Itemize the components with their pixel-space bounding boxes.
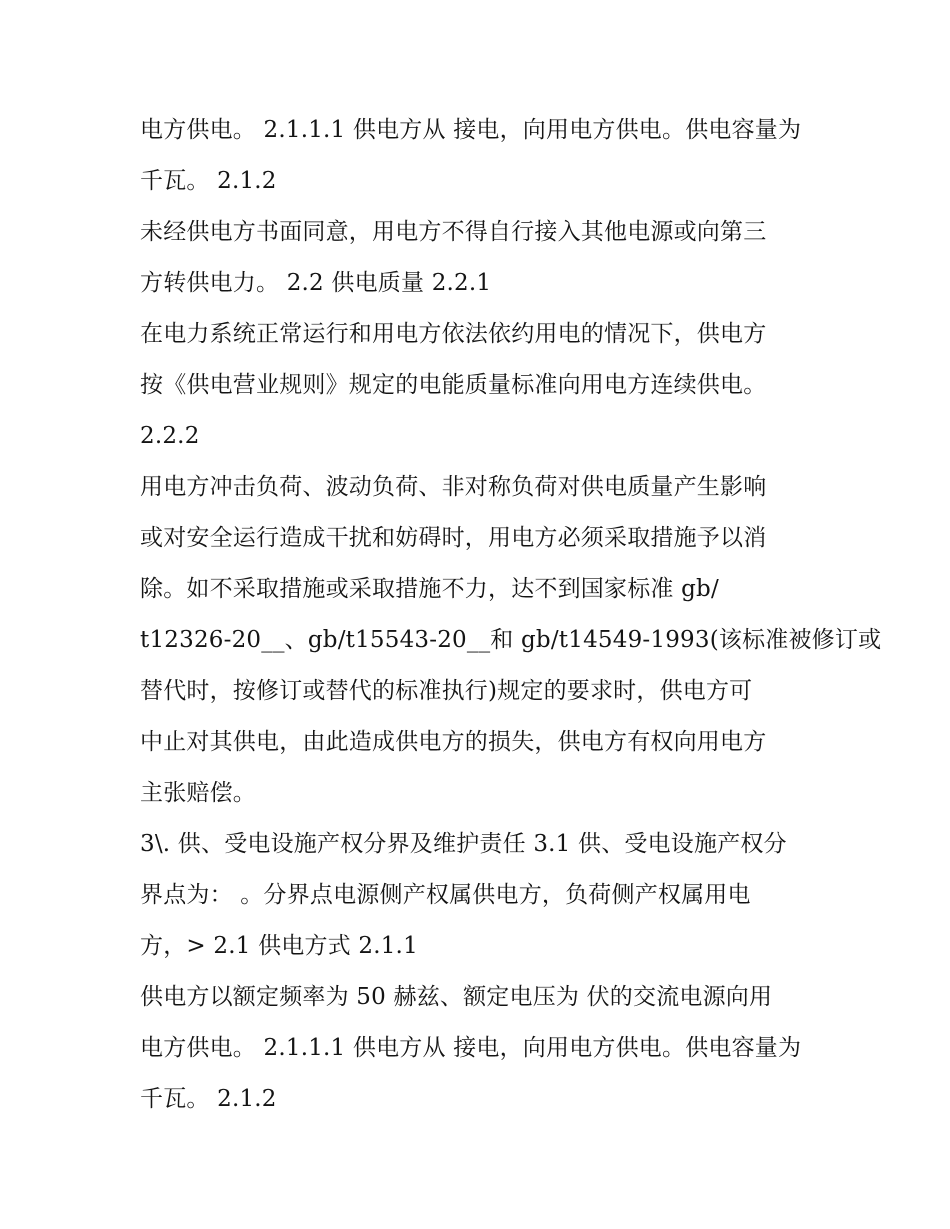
text-line: 除。如不采取措施或采取措施不力，达不到国家标准 gb/ (140, 576, 719, 602)
text-line: 2.2.2 (140, 423, 200, 449)
text-line: 未经供电方书面同意，用电方不得自行接入其他电源或向第三 (140, 219, 767, 245)
text-line: 在电力系统正常运行和用电方依法依约用电的情况下，供电方 (140, 321, 767, 347)
text-line: 千瓦。 2.1.2 (140, 1086, 277, 1112)
text-line: 界点为： 。分界点电源侧产权属供电方，负荷侧产权属用电 (140, 882, 751, 908)
text-line: 千瓦。 2.1.2 (140, 168, 277, 194)
text-line: 替代时，按修订或替代的标准执行)规定的要求时，供电方可 (140, 678, 753, 704)
text-line: 主张赔偿。 (140, 780, 256, 806)
text-line: 或对安全运行造成干扰和妨碍时，用电方必须采取措施予以消 (140, 525, 767, 551)
text-line: 用电方冲击负荷、波动负荷、非对称负荷对供电质量产生影响 (140, 474, 767, 500)
text-line: 供电方以额定频率为 50 赫兹、额定电压为 伏的交流电源向用 (140, 984, 773, 1010)
text-line: 按《供电营业规则》规定的电能质量标准向用电方连续供电。 (140, 372, 767, 398)
text-line: 方转供电力。 2.2 供电质量 2.2.1 (140, 270, 492, 296)
text-line: 电方供电。 2.1.1.1 供电方从 接电，向用电方供电。供电容量为 (140, 1035, 802, 1061)
text-line: t12326-20__、gb/t15543-20__和 gb/t14549-1993(该标准被修订或 (140, 627, 882, 653)
text-line: 3\. 供、受电设施产权分界及维护责任 3.1 供、受电设施产权分 (140, 831, 787, 857)
text-line: 方，> 2.1 供电方式 2.1.1 (140, 933, 418, 959)
text-line: 中止对其供电，由此造成供电方的损失，供电方有权向用电方 (140, 729, 767, 755)
text-line: 电方供电。 2.1.1.1 供电方从 接电，向用电方供电。供电容量为 (140, 117, 802, 143)
document-body (140, 108, 882, 1128)
